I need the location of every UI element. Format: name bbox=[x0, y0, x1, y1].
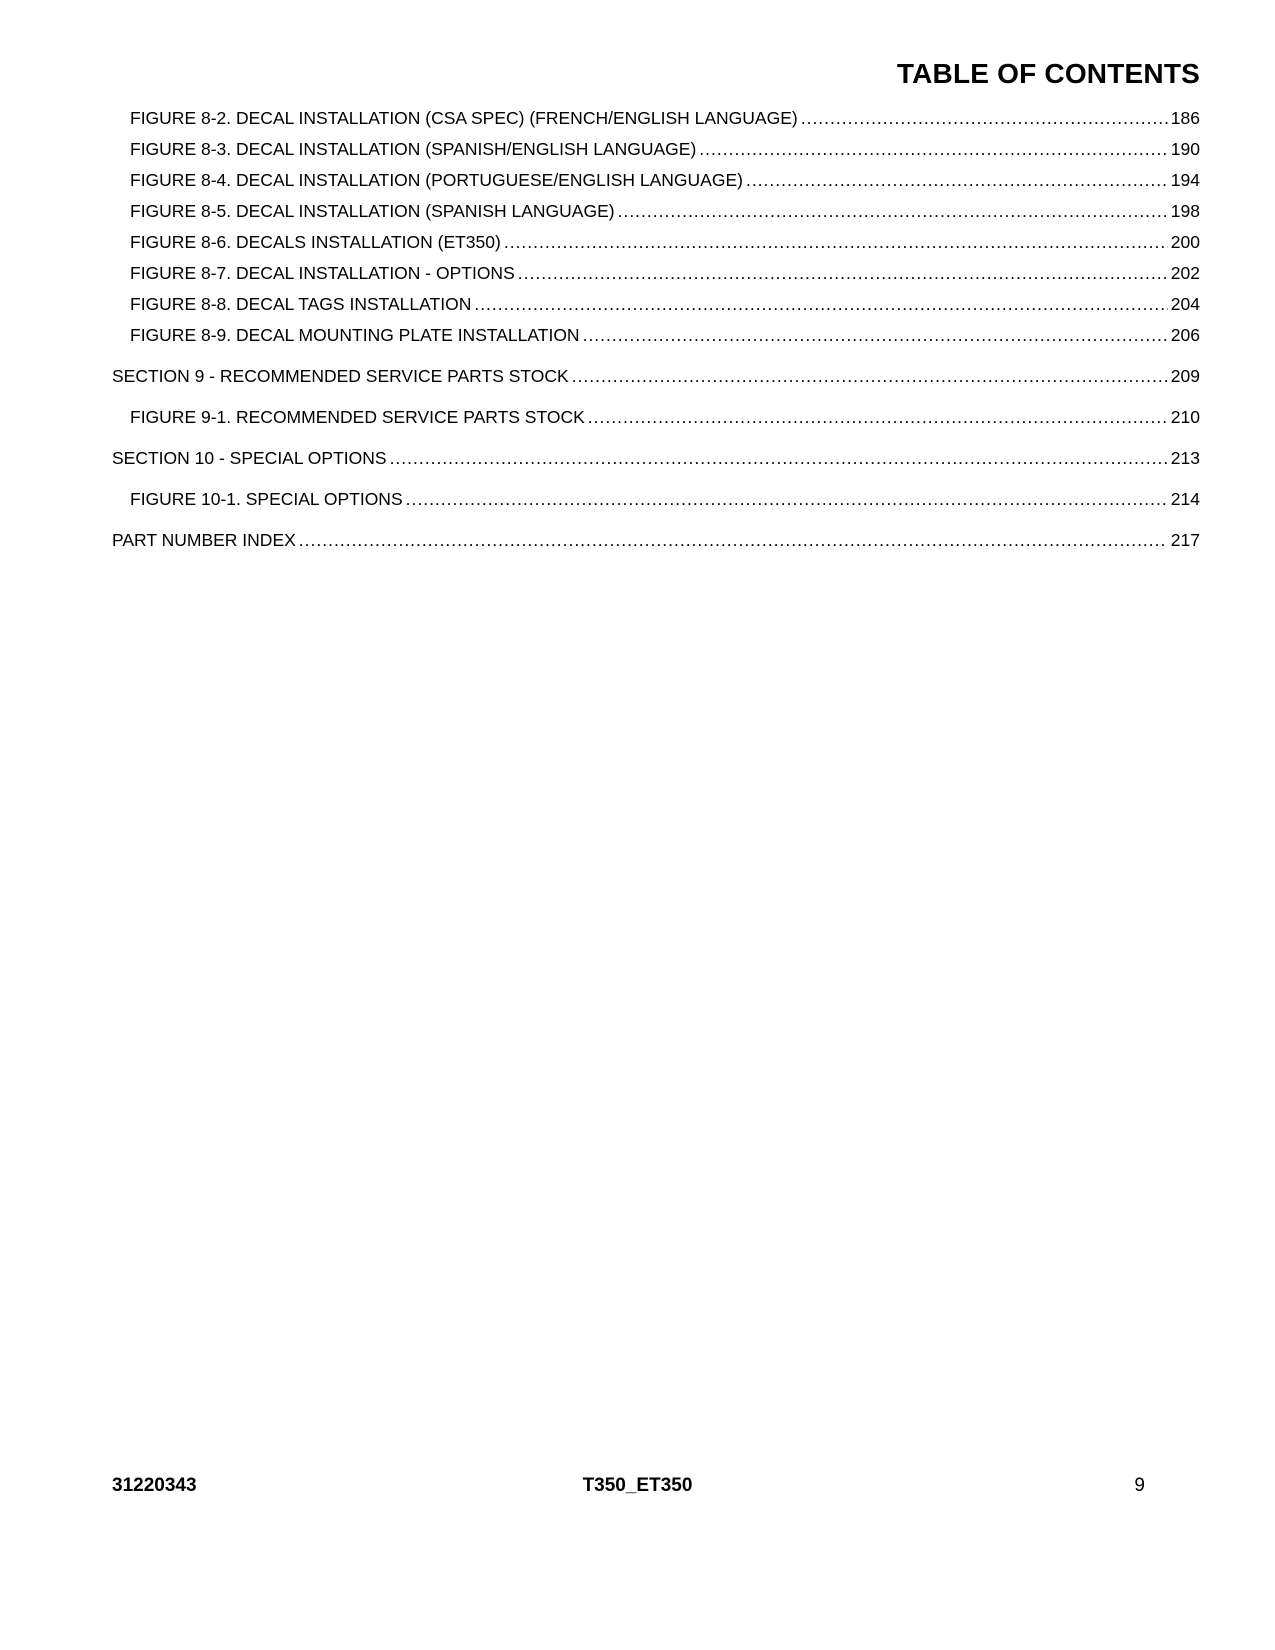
toc-entry[interactable] bbox=[130, 263, 1200, 283]
footer-doc-number: 31220343 bbox=[112, 1475, 197, 1496]
dot-leader bbox=[299, 530, 1168, 550]
toc-entry-page: 204 bbox=[1170, 294, 1200, 314]
footer-page-number: 9 bbox=[1134, 1475, 1145, 1496]
toc-entry-page: 206 bbox=[1170, 325, 1200, 345]
dot-leader bbox=[572, 366, 1168, 386]
toc-entry-label: SECTION 10 - SPECIAL OPTIONS bbox=[112, 448, 387, 468]
toc-entry-page: 214 bbox=[1170, 489, 1200, 509]
toc-entry[interactable] bbox=[130, 139, 1200, 159]
toc-entry-page: 190 bbox=[1170, 139, 1200, 159]
dot-leader bbox=[406, 489, 1168, 509]
toc-entry[interactable] bbox=[130, 294, 1200, 314]
toc-entry[interactable] bbox=[130, 489, 1200, 509]
toc-entry-page: 202 bbox=[1170, 263, 1200, 283]
dot-leader bbox=[618, 201, 1168, 221]
dot-leader bbox=[588, 407, 1168, 427]
dot-leader bbox=[504, 232, 1168, 252]
dot-leader bbox=[390, 448, 1168, 468]
toc-entry-page: 217 bbox=[1170, 530, 1200, 550]
toc-entry[interactable] bbox=[130, 325, 1200, 345]
toc-entry-label: FIGURE 9-1. RECOMMENDED SERVICE PARTS STOCK bbox=[130, 407, 585, 427]
toc-entry[interactable] bbox=[130, 108, 1200, 128]
dot-leader bbox=[746, 170, 1168, 190]
toc-entry[interactable] bbox=[130, 407, 1200, 427]
toc-entry-label: FIGURE 8-2. DECAL INSTALLATION (CSA SPEC) (FRENCH/ENGLISH LANGUAGE) bbox=[130, 108, 798, 128]
dot-leader bbox=[583, 325, 1168, 345]
dot-leader bbox=[474, 294, 1167, 314]
toc-section-entry[interactable] bbox=[112, 448, 1200, 468]
toc-entry-label: FIGURE 8-3. DECAL INSTALLATION (SPANISH/ENGLISH LANGUAGE) bbox=[130, 139, 697, 159]
toc-entry-label: FIGURE 8-6. DECALS INSTALLATION (ET350) bbox=[130, 232, 501, 252]
toc-entry-label: FIGURE 8-7. DECAL INSTALLATION - OPTIONS bbox=[130, 263, 515, 283]
toc-entry-page: 200 bbox=[1170, 232, 1200, 252]
toc-entry-label: SECTION 9 - RECOMMENDED SERVICE PARTS STOCK bbox=[112, 366, 569, 386]
toc-entry-page: 210 bbox=[1170, 407, 1200, 427]
dot-leader bbox=[801, 108, 1168, 128]
toc-entry-label: FIGURE 8-9. DECAL MOUNTING PLATE INSTALLATION bbox=[130, 325, 580, 345]
toc-entry-label: FIGURE 10-1. SPECIAL OPTIONS bbox=[130, 489, 403, 509]
toc-entry[interactable] bbox=[130, 232, 1200, 252]
toc-entry-label: FIGURE 8-8. DECAL TAGS INSTALLATION bbox=[130, 294, 472, 314]
toc-entry-label: FIGURE 8-5. DECAL INSTALLATION (SPANISH LANGUAGE) bbox=[130, 201, 615, 221]
dot-leader bbox=[699, 139, 1168, 159]
toc-entry-label: FIGURE 8-4. DECAL INSTALLATION (PORTUGUESE/ENGLISH LANGUAGE) bbox=[130, 170, 743, 190]
toc-entry-page: 209 bbox=[1170, 366, 1200, 386]
toc-entry-page: 194 bbox=[1170, 170, 1200, 190]
toc-section-entry[interactable] bbox=[112, 366, 1200, 386]
dot-leader bbox=[518, 263, 1168, 283]
page-title: TABLE OF CONTENTS bbox=[896, 58, 1200, 89]
toc-entry-page: 186 bbox=[1170, 108, 1200, 128]
footer-model: T350_ET350 bbox=[582, 1475, 693, 1496]
toc-entry[interactable] bbox=[130, 201, 1200, 221]
toc-entry-page: 213 bbox=[1170, 448, 1200, 468]
toc-entry[interactable] bbox=[130, 170, 1200, 190]
toc-entry-page: 198 bbox=[1170, 201, 1200, 221]
toc-section-entry[interactable] bbox=[112, 530, 1200, 550]
toc-entry-label: PART NUMBER INDEX bbox=[112, 530, 296, 550]
